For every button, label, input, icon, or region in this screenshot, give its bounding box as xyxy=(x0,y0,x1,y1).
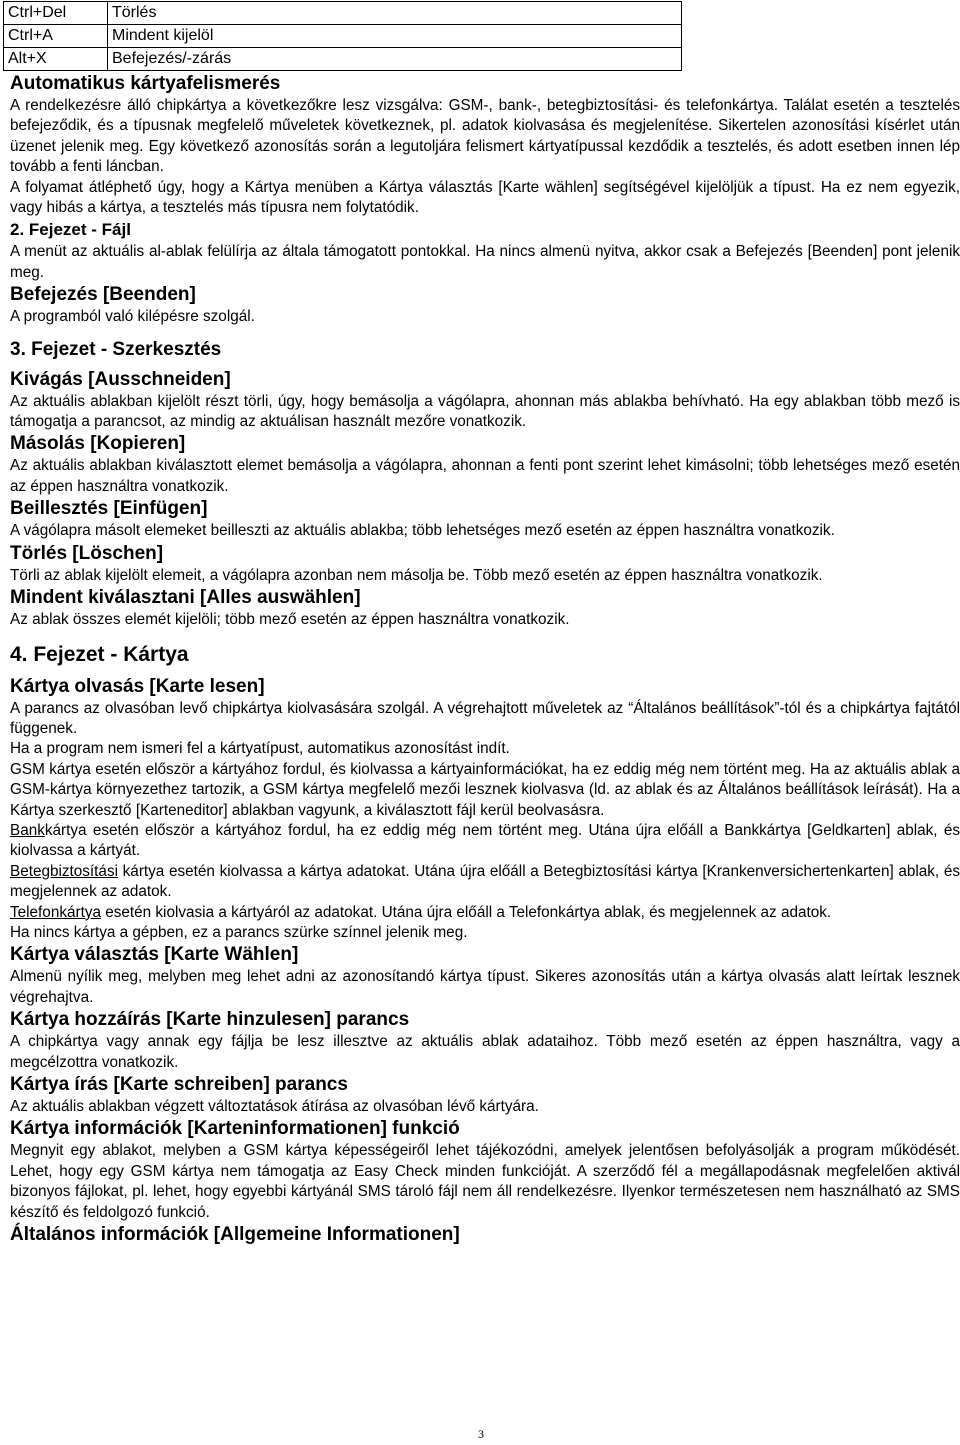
section-title-card-write: Kártya írás [Karte schreiben] parancs xyxy=(10,1074,348,1095)
paragraph: A programból való kilépésre szolgál. xyxy=(10,308,255,326)
shortcut-table xyxy=(3,1,682,71)
section-title-card-append: Kártya hozzáírás [Karte hinzulesen] parancs xyxy=(10,1009,410,1031)
section-title-cut: Kivágás [Ausschneiden] xyxy=(10,368,231,390)
paragraph: Az aktuális ablakban kiválasztott elemet bemásolja a vágólapra, ahonnan a fenti pont szerint lehet kimásolni; több lehetséges mező esetén az éppen használtra vonatkozik. xyxy=(10,457,960,495)
underlined-term: Betegbiztosítási xyxy=(10,862,118,880)
section-title-card-read: Kártya olvasás [Karte lesen] xyxy=(10,675,265,697)
section-title-card-info: Kártya információk [Karteninformationen] funkció xyxy=(10,1118,460,1140)
paragraph: Az aktuális ablakban végzett változtatások átírása az olvasóban lévő kártyára. xyxy=(10,1098,539,1115)
paragraph: A folyamat átléphető úgy, hogy a Kártya menüben a Kártya választás [Karte wählen] segítségével kijelöljük a típust. Ha ez nem egyezik, vagy hibás a kártya, a tesztelés más típusra nem folytatódik. xyxy=(10,178,960,217)
section-title-select-all: Mindent kiválasztani [Alles auswählen] xyxy=(10,587,361,609)
paragraph xyxy=(10,903,960,923)
shortcut-key: Ctrl+Del xyxy=(4,2,108,25)
paragraph: Az ablak összes elemét kijelöli; több mező esetén az éppen használtra vonatkozik. xyxy=(10,611,570,629)
paragraph: Ha nincs kártya a gépben, ez a parancs szürke színnel jelenik meg. xyxy=(10,923,468,941)
paragraph: A parancs az olvasóban levő chipkártya kiolvasására szolgál. A végrehajtott műveletek az “Általános beállítások”-tól és a chipkártya fajtától függenek. xyxy=(10,699,960,737)
table-row xyxy=(4,25,682,48)
section-title-paste: Beillesztés [Einfügen] xyxy=(10,498,208,520)
paragraph-text: kártya esetén kiolvassa a kártya adatokat. Utána újra előáll a Betegbiztosítási kártya [Krankenversichertenkarten] ablak, és megjelennek az adatok. xyxy=(10,862,960,901)
paragraph: A vágólapra másolt elemeket beilleszti az aktuális ablakba; több lehetséges mező esetén az éppen használtra vonatkozik. xyxy=(10,522,835,540)
document-page xyxy=(10,0,960,1247)
paragraph: Almenü nyílik meg, melyben meg lehet adni az azonosítandó kártya típust. Sikeres azonosítás után a kártya olvasás alatt leírtak lesznek végrehajtva. xyxy=(10,968,960,1006)
paragraph xyxy=(10,862,960,903)
section-title-general-info: Általános információk [Allgemeine Informationen] xyxy=(10,1224,460,1246)
paragraph: A chipkártya vagy annak egy fájlja be lesz illesztve az aktuális ablak adataihoz. Több mező esetén az éppen használtra, vagy a megcélzottra vonatkozik. xyxy=(10,1033,960,1071)
shortcut-key: Alt+X xyxy=(4,48,108,71)
paragraph: Törli az ablak kijelölt elemeit, a vágólapra azonban nem másolja be. Több mező esetén az éppen használtra vonatkozik. xyxy=(10,566,823,584)
chapter-title-4: 4. Fejezet - Kártya xyxy=(10,642,189,666)
paragraph: Az aktuális ablakban kijelölt részt törli, úgy, hogy bemásolja a vágólapra, ahonnan más ablakba behívható. Ha egy ablakban több mező is támogatja a parancsot, az mindig az aktuálisan használt mezőre vonatkozik. xyxy=(10,392,960,431)
chapter-title-3: 3. Fejezet - Szerkesztés xyxy=(10,338,222,360)
shortcut-action: Befejezés/-zárás xyxy=(108,48,682,71)
paragraph: Ha a program nem ismeri fel a kártyatípust, automatikus azonosítást indít. xyxy=(10,740,510,758)
underlined-term: Telefonkártya xyxy=(10,903,101,921)
paragraph: A menüt az aktuális al-ablak felülírja az általa támogatott pontokkal. Ha nincs almenü nyitva, akkor csak a Befejezés [Beenden] pont jelenik meg. xyxy=(10,243,960,281)
paragraph: A rendelkezésre álló chipkártya a következőkre lesz vizsgálva: GSM-, bank-, betegbiztosítási- és telefonkártya. Találat esetén a tesztelés befejeződik, és a típusnak megfelelő műveletek következnek, pl. adatok kiolvasása és megjelenítése. Sikertelen azonosítási kísérlet után üzenet jelenik meg. Egy következő azonosítás során a legutoljára felismert kártyatípussal kezdődik a tesztelés, és adott esetben innen lép tovább a fenti láncban. xyxy=(10,97,960,176)
paragraph xyxy=(10,821,960,862)
section-title-delete: Törlés [Löschen] xyxy=(10,542,164,564)
paragraph-text: kártya esetén először a kártyához fordul, ha ez eddig még nem történt meg. Utána újra előáll a Bankkártya [Geldkarten] ablak, és kiolvassa a kártyát. xyxy=(10,821,960,860)
page-number: 3 xyxy=(478,1427,484,1441)
shortcut-action: Mindent kijelöl xyxy=(108,25,682,48)
paragraph: Megnyit egy ablakot, melyben a GSM kártya képességeiről lehet tájékozódni, amelyek jelentősen befolyásolják a program működését. Lehet, hogy egy GSM kártya nem támogatja az Easy Check minden funkcióját. A szerződő fél a megállapodásnak megfelelően aktivál bizonyos fájlokat, pl. lehet, hogy egyebbi kártyánál SMS tároló fájl nem áll rendelkezésre. Ilyenkor természetesen nem használható az SMS készítő és feldolgozó funkció. xyxy=(10,1142,960,1221)
table-row xyxy=(4,48,682,71)
underlined-term: Bank xyxy=(10,821,45,839)
section-title-quit: Befejezés [Beenden] xyxy=(10,284,196,306)
shortcut-action: Törlés xyxy=(108,2,682,25)
section-title-card-select: Kártya választás [Karte Wählen] xyxy=(10,944,299,966)
section-title-auto-recognition: Automatikus kártyafelismerés xyxy=(10,73,281,94)
section-title-copy: Másolás [Kopieren] xyxy=(10,433,186,455)
chapter-title-2: 2. Fejezet - Fájl xyxy=(10,220,131,240)
shortcut-key: Ctrl+A xyxy=(4,25,108,48)
table-row xyxy=(4,2,682,25)
paragraph-text: esetén kiolvasia a kártyáról az adatokat. Utána újra előáll a Telefonkártya ablak, és megjelennek az adatok. xyxy=(100,903,832,921)
paragraph: GSM kártya esetén először a kártyához fordul, és kiolvassa a kártyainformációkat, ha ez eddig még nem történt meg. Ha az aktuális ablak a GSM-kártya környezethez tartozik, a GSM kártya megfelelő mezői lesznek kiolvasva (ld. az ablak és az Általános beállítások leírását). Ha a Kártya szerkesztő [Karteneditor] ablakban vagyunk, a kiválasztott fájl kerül beolvasásra. xyxy=(10,760,960,819)
